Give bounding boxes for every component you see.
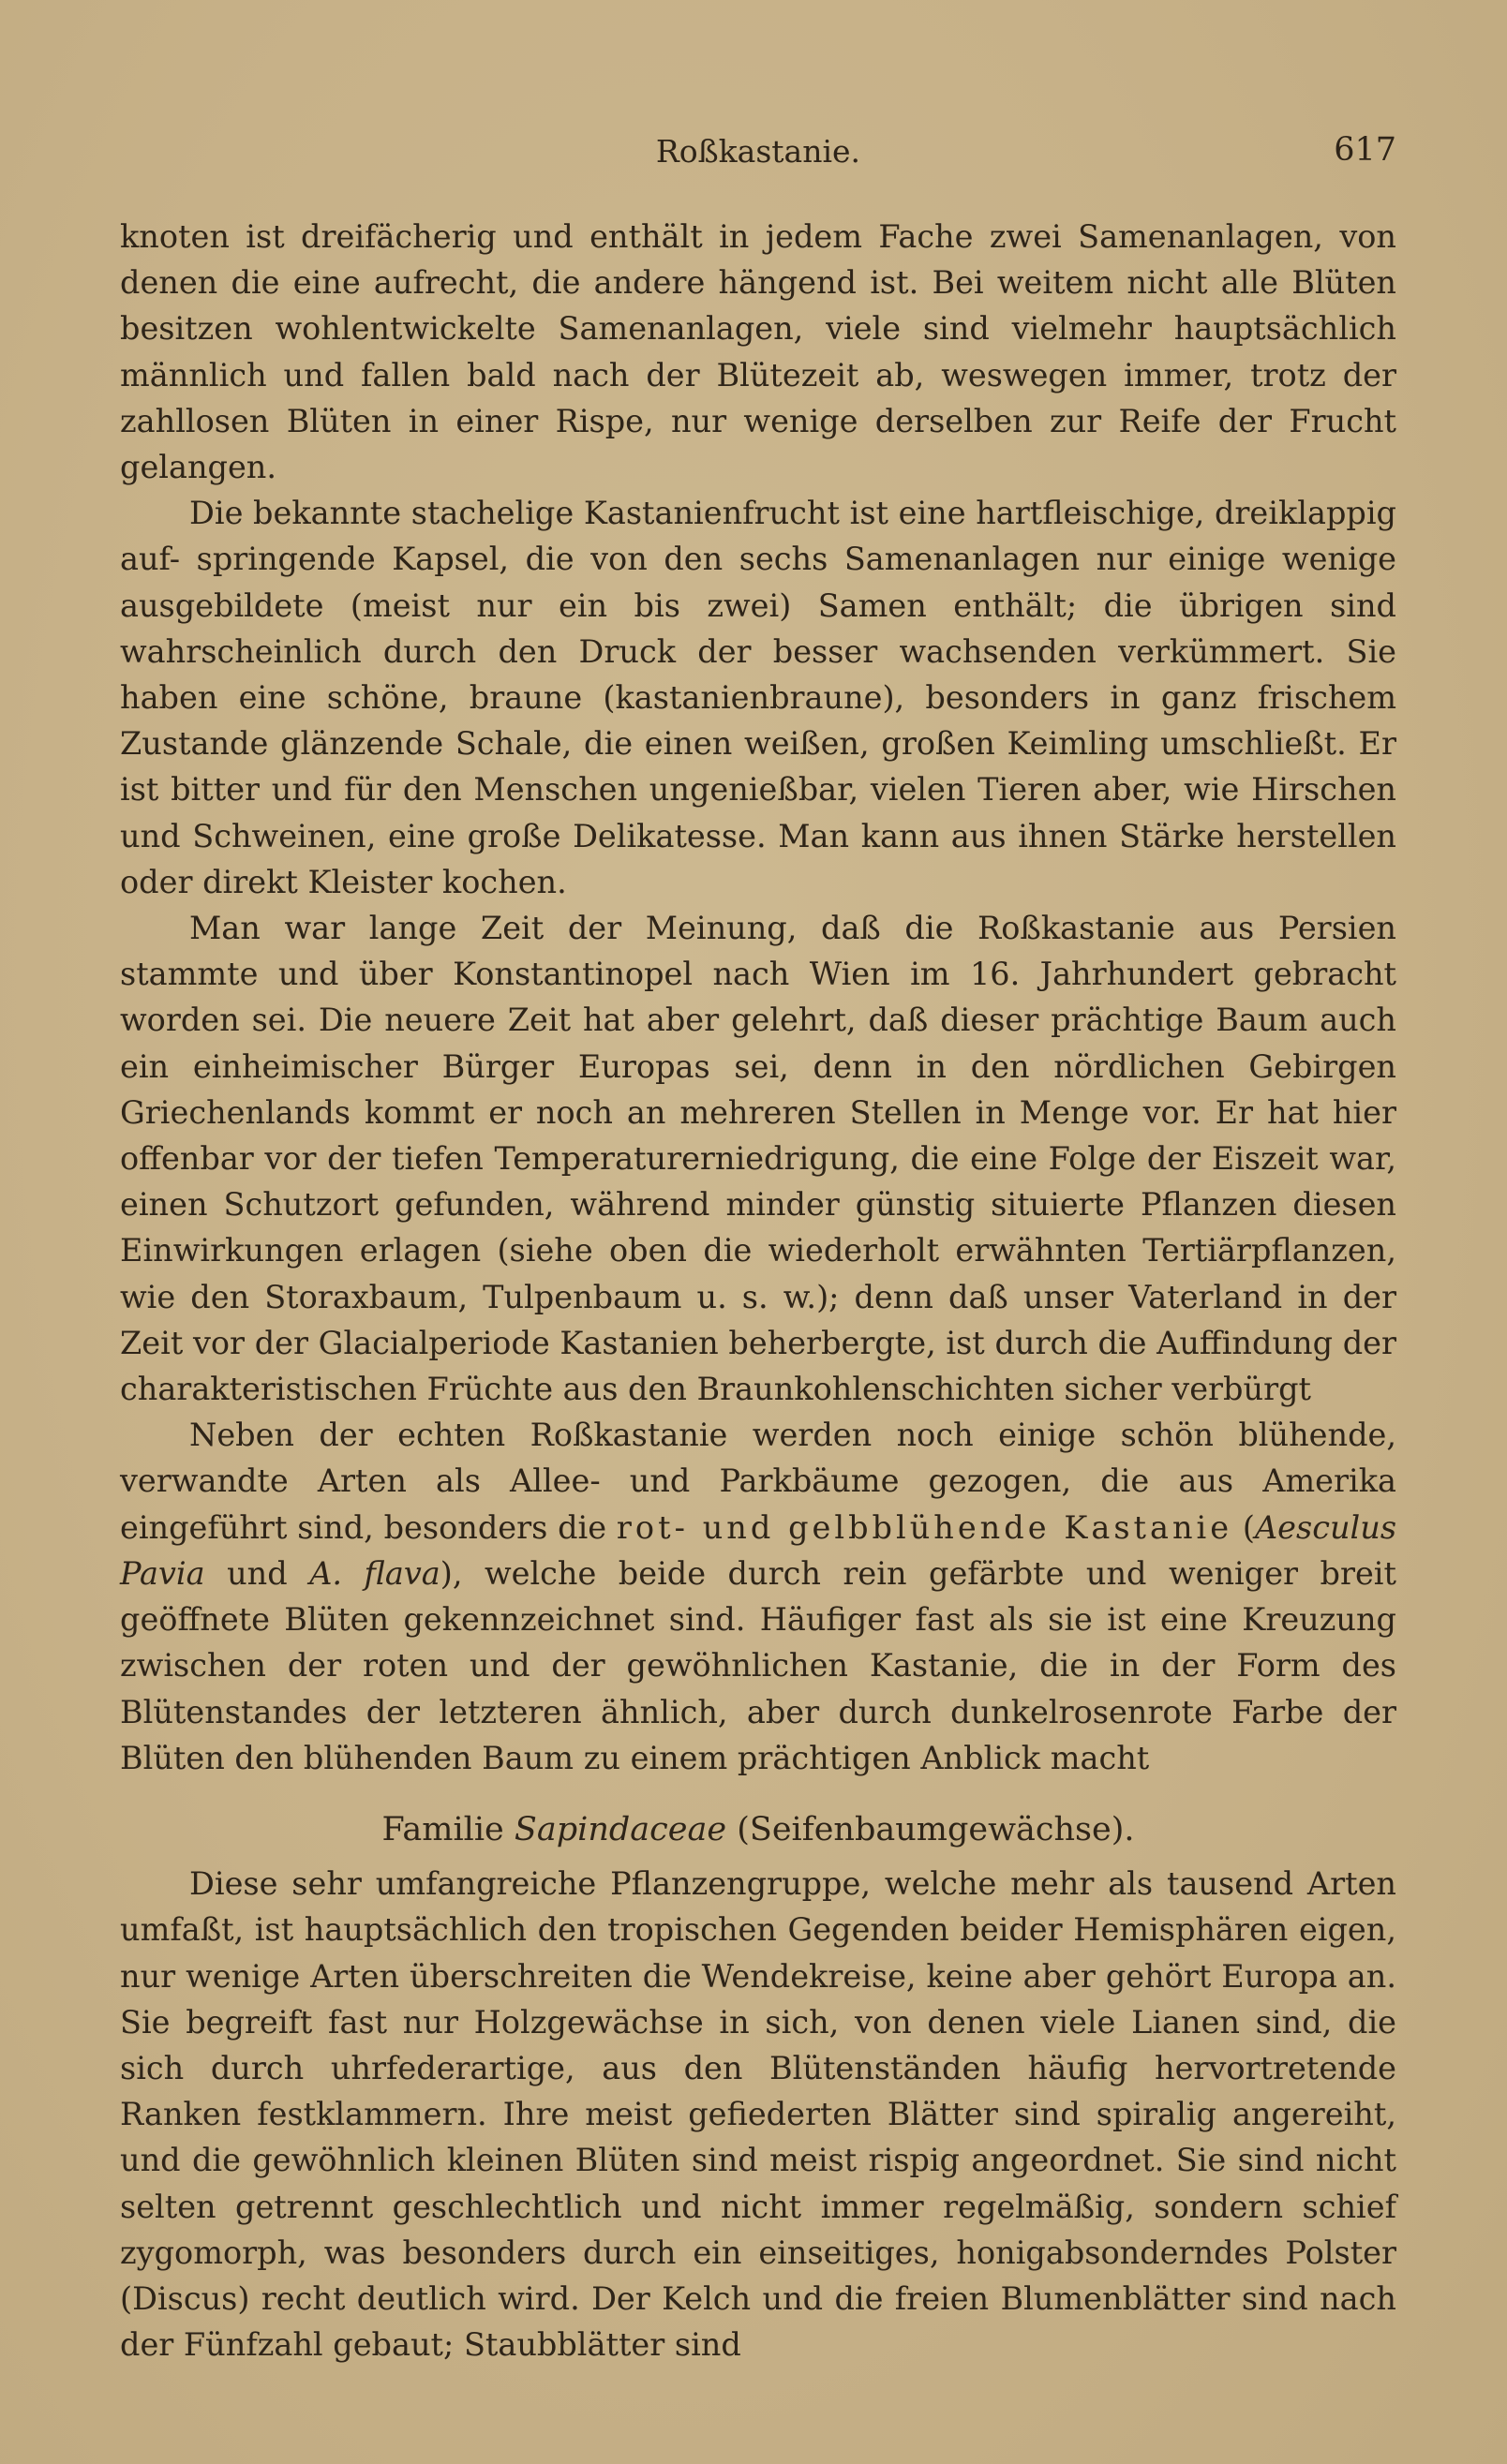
paragraph-4-text-b: ), welche beide durch rein gefärbte und weniger breit geöffnete Blüten gekennzeichnet sind. Häufiger fast als sie ist eine Kreuzung zwischen der roten und der gewöhnlichen Kastanie, die in der Form des Blütenstandes der letzteren ähnlich, aber durch dunkelrosenrote Farbe der Blüten den blühenden Baum zu einem prächtigen Anblick macht	[120, 1554, 1396, 1776]
latin-name-1: Aesculus Pavia	[120, 1508, 1397, 1592]
body-text	[120, 214, 1396, 2368]
section-heading	[120, 1807, 1396, 1853]
heading-suffix: (Seifenbaumgewächse).	[737, 1810, 1135, 1848]
paragraph-5: Diese sehr umfangreiche Pflanzengruppe, welche mehr als tausend Arten umfaßt, ist hauptsächlich den tropischen Gegenden beider Hemisphären eigen, nur wenige Arten überschreiten die Wendekreise, keine aber gehört Europa an. Sie begreift fast nur Holzgewächse in sich, von denen viele Lianen sind, die sich durch uhrfederartige, aus den Blütenständen häufig hervortretende Ranken festklammern. Ihre meist gefiederten Blätter sind spiralig angereiht, und die gewöhnlich kleinen Blüten sind meist rispig angeordnet. Sie sind nicht selten getrennt geschlechtlich und nicht immer regelmäßig, sondern schief zygomorph, was besonders durch ein einseitiges, honigabsonderndes Polster (Discus) recht deutlich wird. Der Kelch und die freien Blumenblätter sind nach der Fünfzahl gebaut; Staubblätter sind	[120, 1865, 1396, 2364]
spaced-term: rot- und gelbblühende Kastanie	[616, 1508, 1233, 1546]
page-header	[120, 129, 1396, 176]
paren-open: (	[1242, 1508, 1255, 1546]
paragraph-4	[120, 1412, 1396, 1781]
paragraph-1: knoten ist dreifächerig und enthält in jedem Fache zwei Samenanlagen, von denen die eine aufrecht, die andere hängend ist. Bei weitem nicht alle Blüten besitzen wohlentwickelte Samenanlagen, viele sind vielmehr hauptsächlich männlich und fallen bald nach der Blütezeit ab, weswegen immer, trotz der zahllosen Blüten in einer Rispe, nur wenige derselben zur Reife der Frucht gelangen.	[120, 218, 1396, 486]
heading-latin: Sapindaceae	[514, 1810, 727, 1848]
latin-name-2: A. flava	[309, 1554, 440, 1592]
heading-prefix: Familie	[381, 1810, 504, 1848]
paragraph-2: Die bekannte stachelige Kastanienfrucht ist eine hartfleischige, dreiklappig auf- springende Kapsel, die von den sechs Samenanlagen nur einige wenige ausgebildete (meist nur ein bis zwei) Samen enthält; die übrigen sind wahrscheinlich durch den Druck der besser wachsenden verkümmert. Sie haben eine schöne, braune (kastanienbraune), besonders in ganz frischem Zustande glänzende Schale, die einen weißen, großen Keimling umschließt. Er ist bitter und für den Menschen ungenießbar, vielen Tieren aber, wie Hirschen und Schweinen, eine große Delikatesse. Man kann aus ihnen Stärke herstellen oder direkt Kleister kochen.	[120, 495, 1396, 900]
paragraph-4-text-a: Neben der echten Roßkastanie werden noch einige schön blühende, verwandte Arten als Allee- und Parkbäume gezogen, die aus Amerika eingeführt sind, besonders die	[120, 1417, 1396, 1546]
page-number: 617	[1334, 131, 1396, 169]
conjunction: und	[227, 1554, 288, 1592]
paragraph-3: Man war lange Zeit der Meinung, daß die Roßkastanie aus Persien stammte und über Konstantinopel nach Wien im 16. Jahrhundert gebracht worden sei. Die neuere Zeit hat aber gelehrt, daß dieser prächtige Baum auch ein einheimischer Bürger Europas sei, denn in den nördlichen Gebirgen Griechenlands kommt er noch an mehreren Stellen in Menge vor. Er hat hier offenbar vor der tiefen Temperaturerniedrigung, die eine Folge der Eiszeit war, einen Schutzort gefunden, während minder günstig situierte Pflanzen diesen Einwirkungen erlagen (siehe oben die wiederholt erwähnten Tertiärpflanzen, wie den Storaxbaum, Tulpenbaum u. s. w.); denn daß unser Vaterland in der Zeit vor der Glacialperiode Kastanien beherbergte, ist durch die Auffindung der charakteristischen Früchte aus den Braunkohlenschichten sicher verbürgt	[120, 910, 1396, 1408]
running-title: Roßkastanie.	[655, 133, 861, 170]
